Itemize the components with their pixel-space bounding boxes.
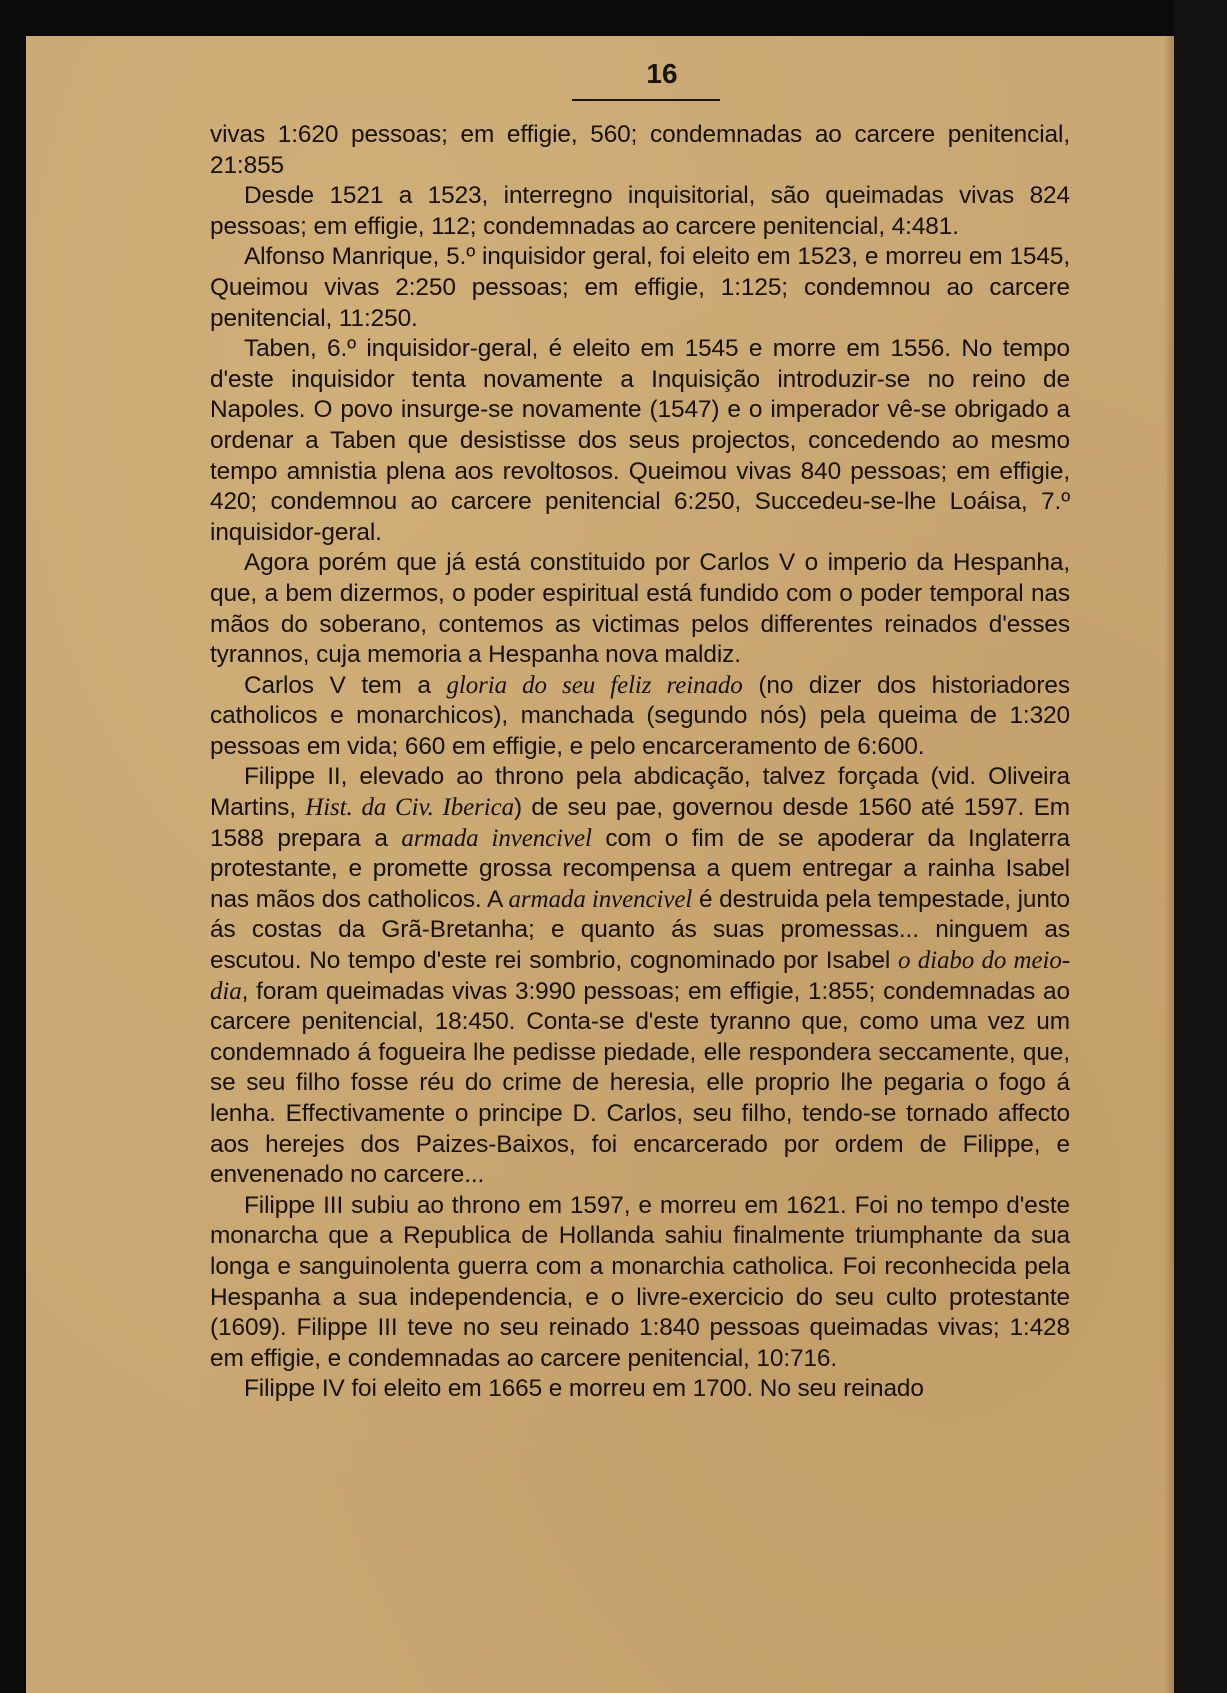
paragraph-p4	[210, 334, 1070, 548]
italic-text-run: armada invencivel	[401, 824, 592, 852]
italic-text-run: gloria do seu feliz reinado	[446, 671, 743, 699]
body-text	[210, 120, 1070, 1405]
text-run: Filippe III subiu ao throno em 1597, e morreu em 1621. Foi no tempo d'este monarcha que a Republica de Hollanda sahiu finalmente triumphante da sua longa e sanguinolenta guerra com a monarchia catholica. Foi reconhecida pela Hespanha a sua independencia, e o livre-exercicio do seu culto protestante (1609). Filippe III teve no seu reinado 1:840 pessoas queimadas vivas; 1:428 em effigie, e condemnadas ao carcere penitencial, 10:716.	[210, 1191, 1070, 1372]
paragraph-p8	[210, 1191, 1070, 1375]
text-run: com o fim de se apoderar da Inglaterra protestante, e promette grossa recompensa a quem entregar a rainha Isabel nas mãos dos catholicos. A	[210, 824, 1070, 913]
paragraph-p5	[210, 548, 1070, 670]
text-run: Taben, 6.º inquisidor-geral, é eleito em 1545 e morre em 1556. No tempo d'este inquisidor tenta novamente a Inquisição introduzir-se no reino de Napoles. O povo insurge-se novamente (1547) e o imperador vê-se obrigado a ordenar a Taben que desistisse dos seus projectos, concedendo ao mesmo tempo amnistia plena aos revoltosos. Queimou vivas 840 pessoas; em effigie, 420; condemnou ao carcere penitencial 6:250, Succedeu-se-lhe Loáisa, 7.º inquisidor-geral.	[210, 335, 1070, 546]
page-number: 16	[646, 58, 678, 89]
scan-border	[1174, 0, 1227, 1693]
italic-text-run: Hist. da Civ. Iberica	[305, 794, 514, 822]
header-rule	[572, 99, 720, 101]
text-run: Desde 1521 a 1523, interregno inquisitorial, são queimadas vivas 824 pessoas; em effigie, 112; condemnadas ao carcere penitencial, 4:481.	[210, 182, 1070, 240]
paragraph-p6	[210, 671, 1070, 763]
italic-text-run: armada invencivel	[508, 885, 693, 913]
text-run: é destruida pela tempestade, junto ás costas da Grã-Bretanha; e quanto ás suas promessas... ninguem as escutou. No tempo d'este rei sombrio, cognominado por Isabel	[210, 885, 1070, 975]
paragraph-p3	[210, 242, 1070, 334]
italic-text-run: o diabo do meio-dia	[210, 947, 1070, 1005]
text-run: (no dizer dos historiadores catholicos e monarchicos), manchada (segundo nós) pela queima de 1:320 pessoas em vida; 660 em effigie, e pelo encarceramento de 6:600.	[210, 671, 1070, 760]
paragraph-p2	[210, 181, 1070, 242]
paragraph-p9	[210, 1374, 1070, 1405]
text-run: Alfonso Manrique, 5.º inquisidor geral, foi eleito em 1523, e morreu em 1545, Queimou vivas 2:250 pessoas; em effigie, 1:125; condemnou ao carcere penitencial, 11:250.	[210, 243, 1070, 332]
text-run: Carlos V tem a	[244, 671, 447, 699]
text-run: , foram queimadas vivas 3:990 pessoas; em effigie, 1:855; condemnadas ao carcere penitencial, 18:450. Conta-se d'este tyranno que, como uma vez um condemnado á fogueira lhe pedisse piedade, elle respondera seccamente, que, se seu filho fosse réu do crime de heresia, elle proprio lhe pegaria o fogo á lenha. Effectivamente o principe D. Carlos, seu filho, tendo-se tornado affecto aos herejes dos Paizes-Baixos, foi encarcerado por ordem de Filippe, e envenenado no carcere...	[210, 977, 1070, 1189]
text-run: Filippe II, elevado ao throno pela abdicação, talvez forçada (vid. Oliveira Martins,	[210, 763, 1070, 822]
text-run: Agora porém que já está constituido por Carlos V o imperio da Hespanha, que, a bem dizermos, o poder espiritual está fundido com o poder temporal nas mãos do soberano, contemos as victimas pelos differentes reinados d'esses tyrannos, cuja memoria a Hespanha nova maldiz.	[210, 549, 1070, 669]
text-run: vivas 1:620 pessoas; em effigie, 560; condemnadas ao carcere penitencial, 21:855	[210, 121, 1070, 179]
paragraph-p7	[210, 762, 1070, 1190]
text-run: Filippe IV foi eleito em 1665 e morreu em 1700. No seu reinado	[244, 1375, 924, 1403]
text-run: ) de seu pae, governou desde 1560 até 1597. Em 1588 prepara a	[210, 794, 1070, 852]
paragraph-p1	[210, 120, 1070, 181]
page-edge-shadow	[1164, 36, 1174, 1693]
